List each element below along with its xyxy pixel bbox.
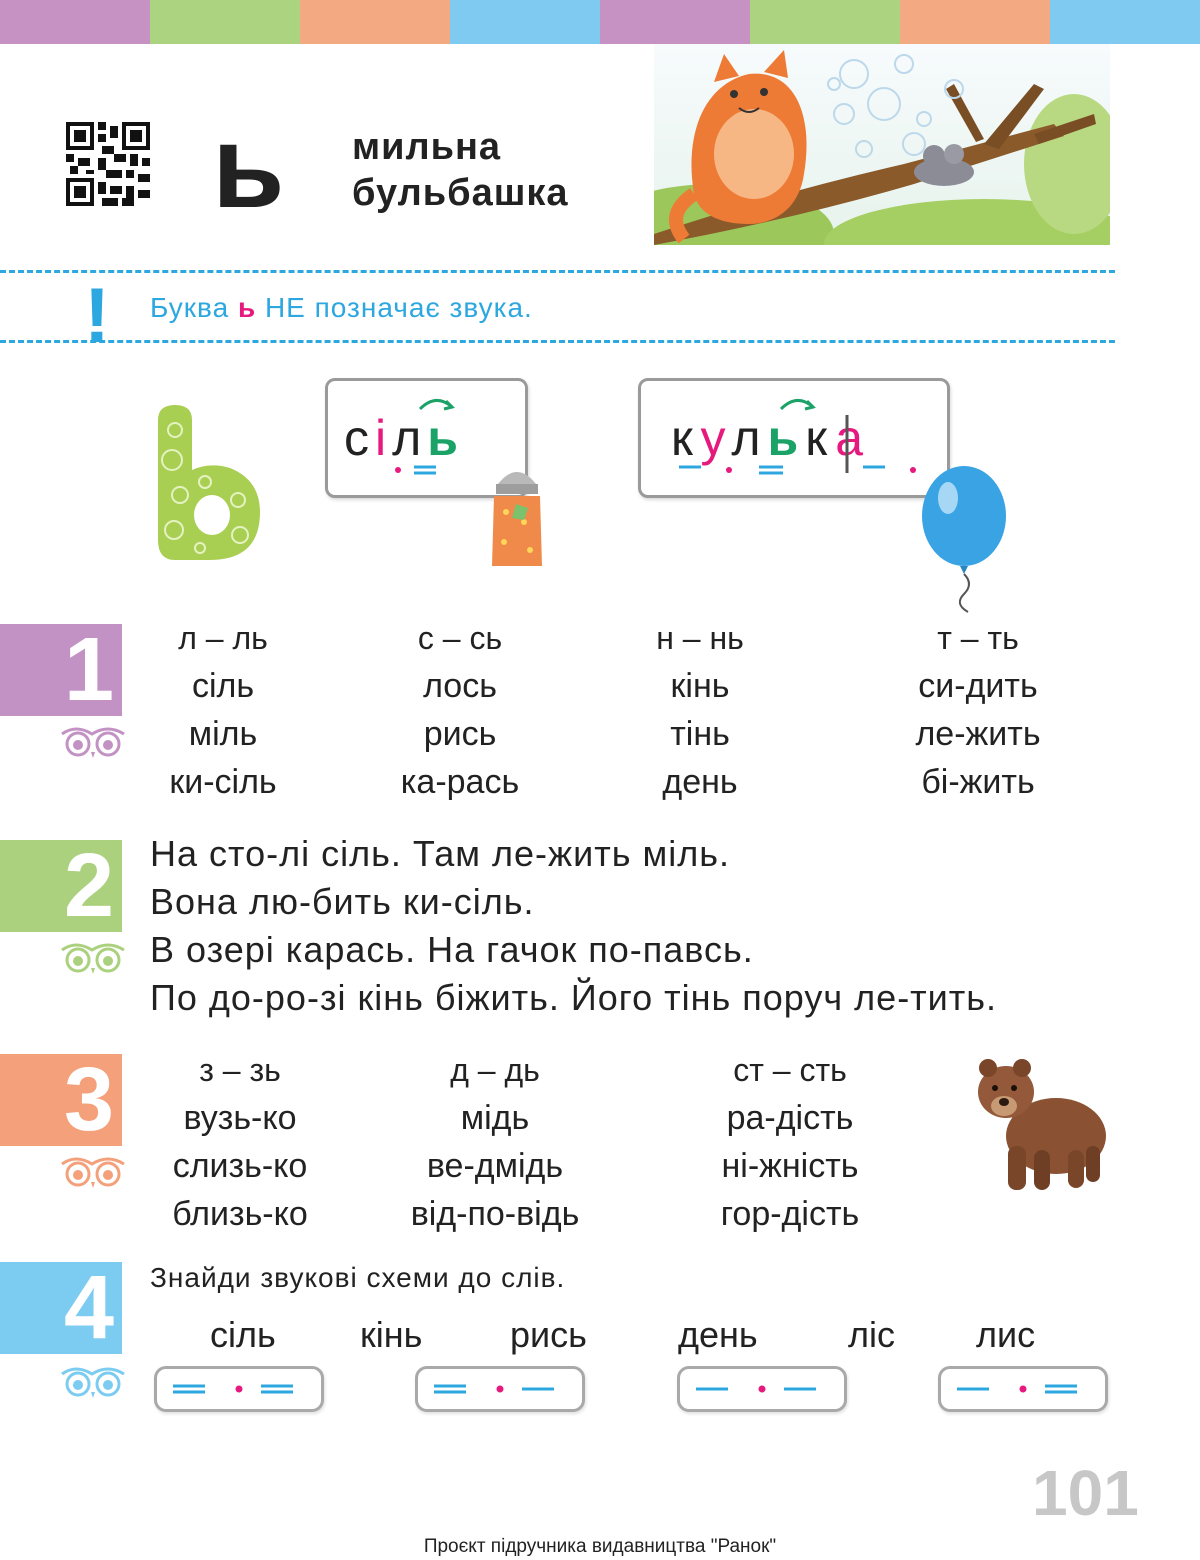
- column-word: гор-дість: [720, 1195, 860, 1233]
- letter-a: а: [835, 410, 871, 466]
- text-line: На сто-лі сіль. Там ле-жить міль.: [150, 833, 730, 874]
- column-word: бі-жить: [921, 763, 1035, 801]
- sound-scheme-marks: [418, 1369, 582, 1409]
- title-line-1: мильна: [352, 126, 502, 168]
- letter-k2: к: [805, 410, 836, 466]
- stripe-segment: [150, 0, 300, 44]
- text-line: По до-ро-зі кінь біжить. Його тінь поруч ле-тить.: [150, 977, 998, 1018]
- bubble-letter-icon: [150, 400, 265, 565]
- column-word: слизь-ко: [172, 1147, 308, 1185]
- column-word: си-дить: [918, 667, 1038, 705]
- owl-eyes-icon: [58, 726, 128, 760]
- balloon-icon: [918, 466, 1012, 614]
- note-before: Буква: [150, 292, 230, 323]
- note-letter: ь: [237, 292, 257, 323]
- column-head: н – нь: [656, 620, 744, 656]
- column-word: тінь: [670, 715, 730, 753]
- stripe-segment: [600, 0, 750, 44]
- column-word: мідь: [460, 1099, 530, 1137]
- text-line: В озері карась. На гачок по-павсь.: [150, 929, 754, 970]
- column-word: рись: [423, 715, 497, 753]
- stripe-segment: [450, 0, 600, 44]
- bear-illustration: [968, 1046, 1108, 1196]
- letter-soft-sign: ь: [767, 410, 806, 466]
- rule-note: [150, 292, 533, 324]
- note-after: НЕ позначає звука.: [264, 292, 533, 323]
- page-number: 101: [1032, 1457, 1139, 1529]
- column-word: міль: [188, 715, 258, 753]
- top-color-stripe: [0, 0, 1200, 44]
- column-word: день: [662, 763, 738, 801]
- lesson-title: [352, 124, 569, 216]
- task3-column-st: [680, 1046, 900, 1238]
- task1-column-s: [375, 614, 545, 806]
- sound-scheme-marks: [641, 381, 947, 495]
- column-head: с – сь: [417, 620, 503, 656]
- task3-column-d: [380, 1046, 610, 1238]
- task-number-1: 1: [0, 624, 122, 716]
- column-word: ве-дмідь: [426, 1147, 564, 1185]
- cat-bubbles-illustration: [654, 44, 1110, 245]
- exclamation-mark: !: [84, 271, 110, 359]
- letter-u: у: [700, 410, 732, 466]
- sound-scheme-marks: [157, 1369, 321, 1409]
- sound-scheme-marks: [941, 1369, 1105, 1409]
- column-word: близь-ко: [172, 1195, 308, 1233]
- column-word: ки-сіль: [169, 763, 277, 801]
- column-head: ст – сть: [733, 1052, 847, 1088]
- footer-credit: Проєкт підручника видавництва "Ранок": [423, 1536, 777, 1557]
- task4-word: лис: [976, 1314, 1036, 1355]
- owl-eyes-icon: [58, 942, 128, 976]
- task4-word: кінь: [360, 1314, 423, 1355]
- sound-scheme-card[interactable]: [677, 1366, 847, 1412]
- qr-code-icon[interactable]: [66, 122, 150, 206]
- letter-s: с: [344, 410, 375, 466]
- reading-text: [150, 830, 997, 1022]
- column-head: д – дь: [450, 1052, 540, 1088]
- column-word: лось: [423, 667, 497, 705]
- sound-scheme-card[interactable]: [154, 1366, 324, 1412]
- task-number-3: 3: [0, 1054, 122, 1146]
- owl-eyes-icon: [58, 1156, 128, 1190]
- dashed-divider-top: [0, 270, 1115, 273]
- stripe-segment: [0, 0, 150, 44]
- column-word: вузь-ко: [183, 1099, 297, 1137]
- column-head: л – ль: [178, 620, 268, 656]
- task4-word: сіль: [210, 1314, 276, 1355]
- task-number-4: 4: [0, 1262, 122, 1354]
- salt-shaker-icon: [486, 462, 548, 572]
- column-word: ні-жність: [721, 1147, 859, 1185]
- column-word: ле-жить: [915, 715, 1041, 753]
- lesson-letter: ь: [212, 101, 285, 233]
- letter-i: і: [375, 410, 393, 466]
- task4-word: день: [678, 1314, 758, 1355]
- letter-l: л: [392, 410, 428, 466]
- owl-eyes-icon: [58, 1366, 128, 1400]
- column-word: кінь: [670, 667, 730, 705]
- task3-column-z: [140, 1046, 340, 1238]
- task1-column-n: [615, 614, 785, 806]
- column-head: з – зь: [199, 1052, 281, 1088]
- example-card-kulka: [638, 378, 950, 498]
- column-word: від-по-відь: [410, 1195, 580, 1233]
- column-head: т – ть: [937, 620, 1019, 656]
- stripe-segment: [300, 0, 450, 44]
- sound-scheme-card[interactable]: [938, 1366, 1108, 1412]
- sound-scheme-card[interactable]: [415, 1366, 585, 1412]
- letter-l: л: [731, 410, 768, 466]
- task4-word: ліс: [848, 1314, 896, 1355]
- column-word: ка-рась: [400, 763, 520, 801]
- stripe-segment: [1050, 0, 1200, 44]
- sound-scheme-marks: [680, 1369, 844, 1409]
- text-line: Вона лю-бить ки-сіль.: [150, 881, 535, 922]
- task4-instruction: Знайди звукові схеми до слів.: [150, 1262, 566, 1293]
- dashed-divider-bottom: [0, 340, 1115, 343]
- task1-column-t: [878, 614, 1078, 806]
- task-number-2: 2: [0, 840, 122, 932]
- stripe-segment: [900, 0, 1050, 44]
- stripe-segment: [750, 0, 900, 44]
- task1-column-l: [138, 614, 308, 806]
- task4-word: рись: [510, 1314, 587, 1355]
- title-line-2: бульбашка: [352, 172, 569, 214]
- column-word: сіль: [191, 667, 255, 705]
- letter-k: к: [671, 410, 701, 466]
- column-word: ра-дість: [726, 1099, 854, 1137]
- letter-soft-sign: ь: [427, 410, 465, 466]
